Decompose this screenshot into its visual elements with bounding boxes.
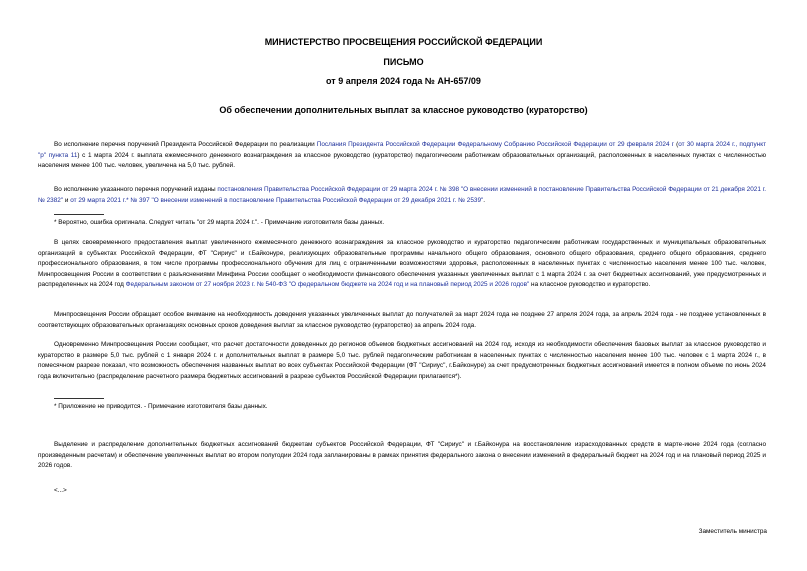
paragraph-3-text-a: В целях своевременного предоставления выплат увеличенного ежемесячного денежного вознаграждения за классное руководство и кураторство педагогическим работникам государственных и муниципальных образовательных организаций в субъектах Российской Федерации, ФТ "Сириус" и г.Байконуре, реализующих образовательные программы начального общего образования, основного общего образования, среднего общего образования, среднего профессионального образования, в том числе программы профессионального обучения для лиц с ограниченными возможностями здоровья, расположенных в населенных пунктах с численностью населения менее 100 тыс. человек, Минпросвещения России в соответствии с разъяснениями Минфина России сообщает о необходимости финансового обеспечения указанных увеличенных выплат с 1 марта 2024 г. за счет бюджетных ассигнований, уже предусмотренных и распределенных на 2024 год — [38, 239, 766, 289]
document-subject: Об обеспечении дополнительных выплат за классное руководство (кураторство) — [219, 105, 588, 115]
link-instructions-list[interactable]: от 30 марта 2024 г., подпункт "р" пункта 11 — [38, 141, 766, 159]
paragraph-1 — [38, 140, 766, 172]
paragraph-6: Выделение и распределение дополнительных бюджетных ассигнований бюджетам субъектов Российской Федерации, ФТ "Сириус" и г.Байконура на восстановление израсходованных средств в марте-июне 2024 года (согласно произведенным расчетам) и обеспечение увеличенных выплат во втором полугодии 2024 года запланированы в рамках принятия федерального закона о внесении изменений в федеральный бюджет на 2024 год и на плановый период 2025 и 2026 годов. — [38, 441, 766, 470]
paragraph-2 — [38, 185, 766, 206]
ministry-heading: МИНИСТЕРСТВО ПРОСВЕЩЕНИЯ РОССИЙСКОЙ ФЕДЕРАЦИИ — [264, 37, 543, 47]
paragraph-2-text-c: . — [483, 196, 486, 204]
paragraph-5: Одновременно Минпросвещения России сообщает, что расчет достаточности доведенных до регионов объемов бюджетных ассигнований на 2024 год, исходя из необходимости обеспечения базовых выплат за классное руководство и кураторство в размере 5,0 тыс. рублей с 1 января 2024 г. и дополнительных выплат в размере 5,0 тыс. рублей педагогическим работникам в населенных пунктах с численностью населения менее 100 тыс. человек с 1 марта 2024 г., в помесячном разрезе показал, что возможность обеспечения названных выплат во всех субъектах Российской Федерации (ФТ "Сириус", г.Байконуре) за счет предусмотренных бюджетных ассигнований имеется в полном объеме по июнь 2024 года включительно (распределение расчетного размера бюджетных ассигнований в разрезе субъектов Российской Федерации прилагается*). — [38, 341, 766, 380]
footnote-2: * Приложение не приводится. - Примечание изготовителя базы данных. — [54, 403, 268, 410]
footnote-1: * Вероятно, ошибка оригинала. Следует читать "от 29 марта 2024 г.". - Примечание изготовителя базы данных. — [54, 219, 385, 226]
footnote-divider — [54, 214, 104, 215]
paragraph-1-text-a: Во исполнение перечня поручений Президента Российской Федерации по реализации — [54, 141, 317, 148]
link-federal-law-540[interactable]: Федеральным законом от 27 ноября 2023 г. № 540-ФЗ "О федеральном бюджете на 2024 год и на плановый период 2025 и 2026 годов" — [125, 281, 530, 289]
signature-title: Заместитель министра — [698, 528, 767, 535]
paragraph-3 — [38, 238, 766, 291]
footnote-divider — [54, 398, 104, 399]
paragraph-1-text-c: ) с 1 марта 2024 г. выплата ежемесячного денежного вознаграждения за классное руководство (кураторство) педагогическим работникам образовательных организаций, расположенных в населенных пунктах с численностью населения менее 100 тыс. человек, увеличена на 5,0 тыс. рублей. — [38, 151, 766, 170]
link-resolution-397[interactable]: от 29 марта 2021 г.* № 397 "О внесении изменений в постановление Правительства Российской Федерации от 29 декабря 2021 г. № 2539" — [70, 196, 484, 204]
paragraph-2-text-b: и — [63, 196, 71, 204]
link-resolution-398[interactable]: постановления Правительства Российской Федерации от 29 марта 2024 г. № 398 "О внесении изменений в постановление Правительства Российской Федерации от 21 декабря 2021 г. № 2382" — [38, 186, 766, 204]
paragraph-3-text-b: на классное руководство и кураторство. — [529, 281, 651, 289]
document-date-number: от 9 апреля 2024 года № АН-657/09 — [326, 76, 481, 86]
paragraph-1-text-b: ( — [673, 141, 679, 148]
document-type: ПИСЬМО — [383, 57, 424, 67]
omission-mark: <...> — [54, 487, 67, 494]
paragraph-2-text-a: Во исполнение указанного перечня поручений изданы — [54, 186, 218, 193]
link-presidential-address[interactable]: Послания Президента Российской Федерации Федеральному Собранию Российской Федерации от 29 февраля 2024 г — [316, 141, 674, 148]
paragraph-4: Минпросвещения России обращает особое внимание на необходимость доведения указанных увеличенных выплат до получателей за март 2024 года не позднее 27 апреля 2024 года, за апрель 2024 года - не позднее установленных в соответствующих образовательных организациях основных сроков доведения выплат за классное руководство (кураторство) за апрель 2024 года. — [38, 311, 766, 329]
